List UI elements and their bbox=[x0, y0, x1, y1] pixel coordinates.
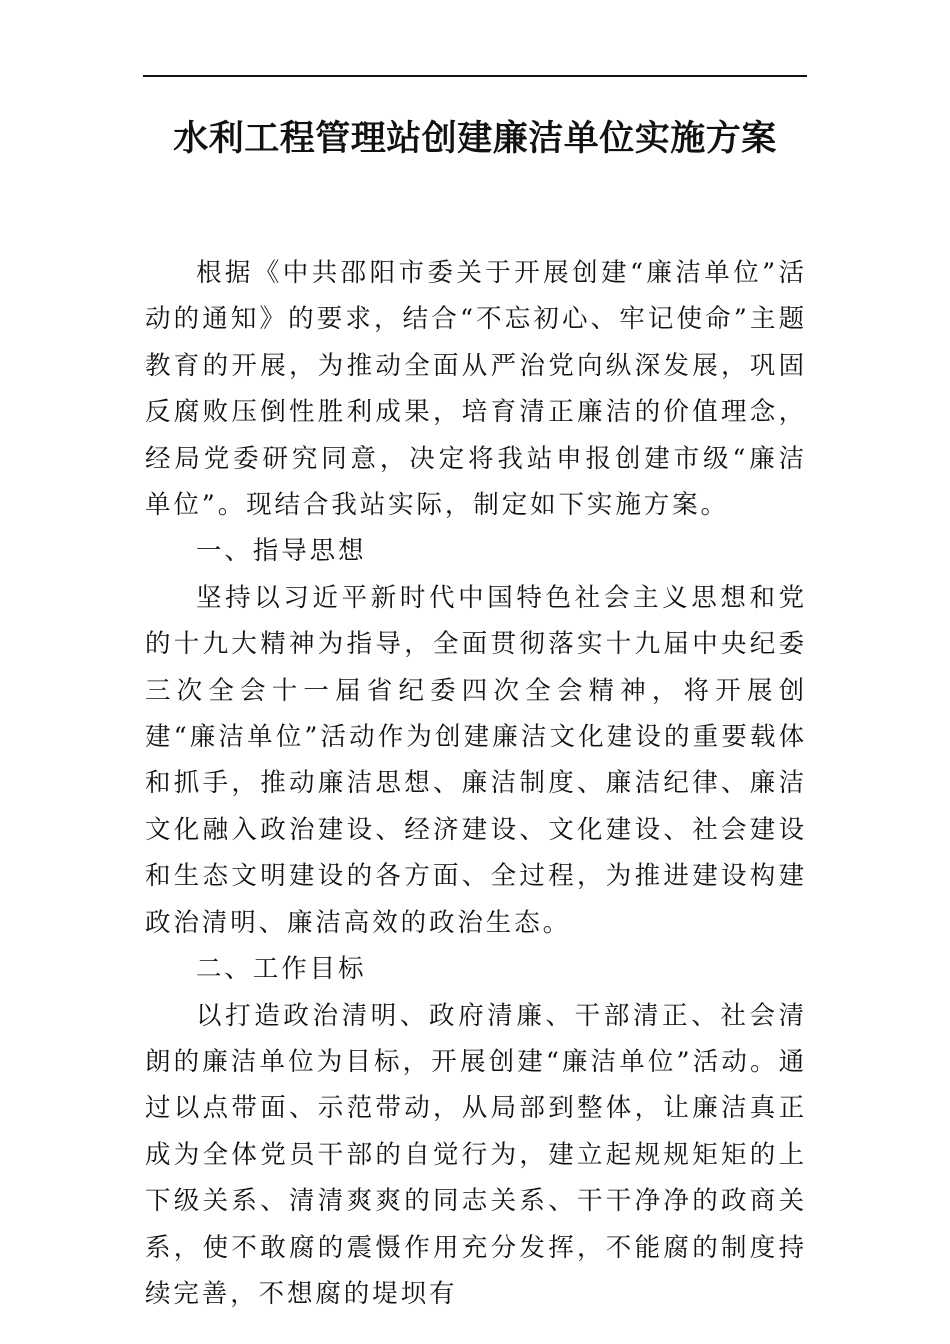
intro-paragraph: 根据《中共邵阳市委关于开展创建“廉洁单位”活动的通知》的要求，结合“不忘初心、牢记使命”主题教育的开展，为推动全面从严治党向纵深发展，巩固反腐败压倒性胜利成果，培育清正廉洁的价值理念，经局党委研究同意，决定将我站申报创建市级“廉洁单位”。现结合我站实际，制定如下实施方案。 bbox=[145, 258, 807, 521]
section-heading-guiding-ideology: 一、指导思想 bbox=[196, 536, 367, 567]
document-body-clip bbox=[145, 250, 813, 1309]
section-body-work-goals: 以打造政治清明、政府清廉、干部清正、社会清朗的廉洁单位为目标，开展创建“廉洁单位”活动。通过以点带面、示范带动，从局部到整体，让廉洁真正成为全体党员干部的自觉行为，建立起规规矩矩的上下级关系、清清爽爽的同志关系、干干净净的政商关系，使不敢腐的震慑作用充分发挥，不能腐的制度持续完善，不想腐的堤坝有 bbox=[145, 1000, 807, 1309]
section-body-guiding-ideology: 坚持以习近平新时代中国特色社会主义思想和党的十九大精神为指导，全面贯彻落实十九届中央纪委三次全会十一届省纪委四次全会精神，将开展创建“廉洁单位”活动作为创建廉洁文化建设的重要载体和抓手，推动廉洁思想、廉洁制度、廉洁纪律、廉洁文化融入政治建设、经济建设、文化建设、社会建设和生态文明建设的各方面、全过程，为推进建设构建政治清明、廉洁高效的政治生态。 bbox=[145, 582, 807, 938]
document-title: 水利工程管理站创建廉洁单位实施方案 bbox=[173, 118, 777, 159]
document-body bbox=[145, 250, 807, 1317]
header-rule bbox=[143, 75, 807, 77]
section-heading-work-goals: 二、工作目标 bbox=[196, 954, 367, 985]
